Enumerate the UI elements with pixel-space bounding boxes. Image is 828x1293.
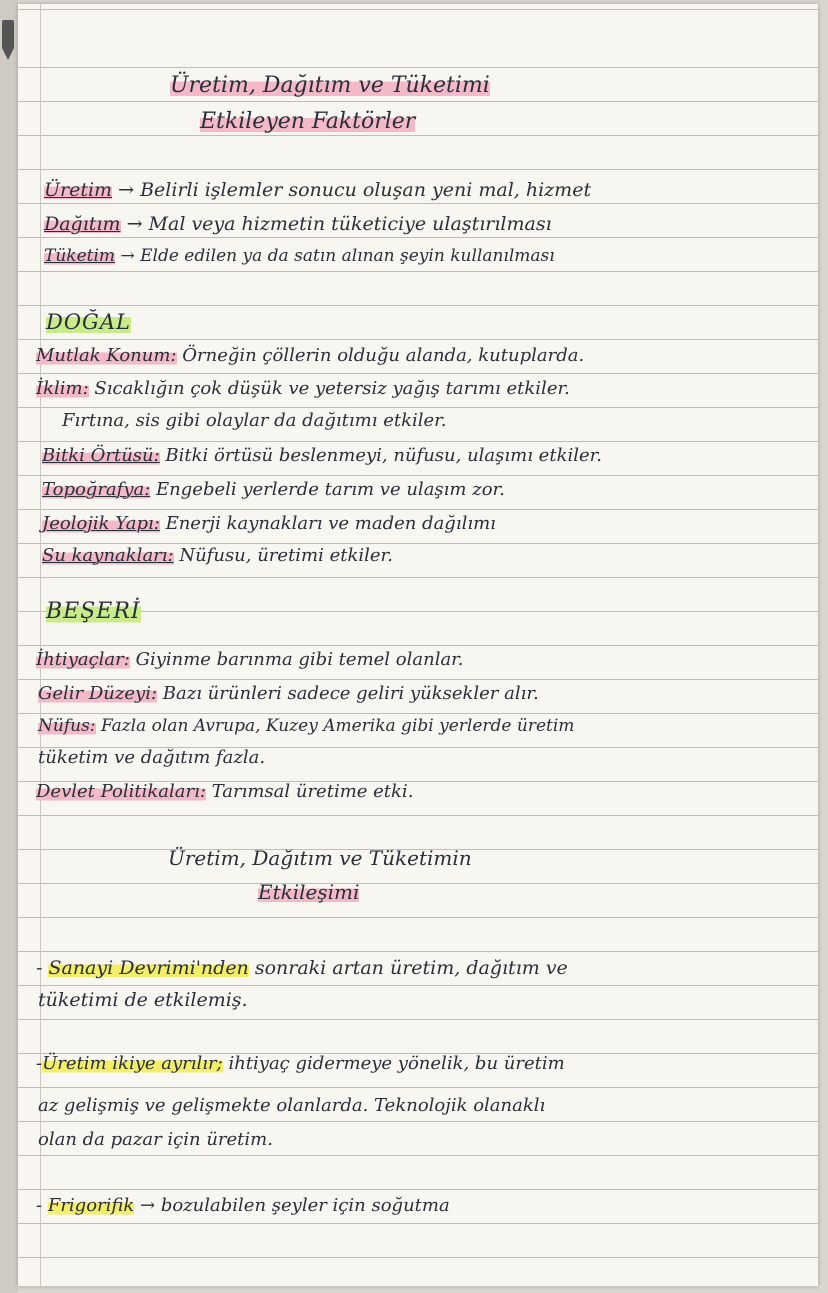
note-text: tüketimi de etkilemiş. (38, 989, 248, 1011)
dogal-item (36, 344, 584, 368)
definition-term: Dağıtım (44, 213, 121, 235)
beseri-heading (46, 600, 141, 624)
definition-row (44, 178, 591, 202)
item-label: Topoğrafya: (42, 479, 151, 500)
dogal-heading (46, 310, 131, 334)
item-text: Örneğin çöllerin olduğu alanda, kutuplarda. (182, 345, 585, 366)
dogal-item (42, 512, 496, 536)
arrow-icon: → (118, 179, 135, 201)
item-label: Jeolojik Yapı: (42, 513, 160, 534)
item-text: Bitki örtüsü beslenmeyi, nüfusu, ulaşımı etkiler. (165, 445, 602, 466)
item-text: Bazı ürünleri sadece geliri yüksekler alır. (162, 683, 539, 704)
beseri-item (38, 714, 574, 738)
notebook-page (18, 4, 818, 1286)
item-text: Nüfusu, üretimi etkiler. (179, 545, 393, 566)
item-text: Fırtına, sis gibi olaylar da dağıtımı etkiler. (62, 410, 447, 431)
title-line-2 (200, 110, 415, 134)
dogal-heading-text: DOĞAL (46, 310, 131, 334)
arrow-icon: → (120, 246, 135, 266)
item-label: İklim: (36, 378, 89, 399)
dogal-item (62, 409, 447, 433)
item-text: Tarımsal üretime etki. (211, 781, 414, 802)
beseri-item (36, 780, 413, 804)
title-text-1: Üretim, Dağıtım ve Tüketimi (170, 73, 490, 98)
note-text: az gelişmiş ve gelişmekte olanlarda. Teknolojik olanaklı (38, 1095, 546, 1116)
dogal-item (42, 478, 505, 502)
item-label: Mutlak Konum: (36, 345, 177, 366)
beseri-item (38, 682, 539, 706)
note-text: ihtiyaç gidermeye yönelik, bu üretim (222, 1053, 565, 1074)
title-line-1 (170, 74, 490, 98)
note-highlight: Üretim ikiye ayrılır; (42, 1053, 223, 1074)
section2-title-text-1: Üretim, Dağıtım ve Tüketimin (168, 846, 472, 870)
note-highlight: Sanayi Devrimi'nden (48, 957, 249, 979)
note-text: → bozulabilen şeyler için soğutma (134, 1195, 450, 1216)
item-text: tüketim ve dağıtım fazla. (38, 747, 266, 768)
beseri-item (38, 746, 265, 770)
note-line (38, 988, 248, 1012)
dogal-item (42, 444, 602, 468)
item-text: Engebeli yerlerde tarım ve ulaşım zor. (156, 479, 505, 500)
item-label: Bitki Örtüsü: (42, 445, 160, 466)
note-highlight: Frigorifik (47, 1195, 135, 1216)
note-bullet: - (36, 1195, 43, 1216)
definition-text: Belirli işlemler sonucu oluşan yeni mal, hizmet (140, 179, 592, 201)
definition-text: Elde edilen ya da satın alınan şeyin kullanılması (140, 246, 555, 266)
note-text: olan da pazar için üretim. (38, 1129, 273, 1150)
beseri-heading-text: BEŞERİ (46, 599, 141, 624)
note-bullet: - (36, 1053, 43, 1074)
note-line (36, 1052, 565, 1076)
note-line (36, 1194, 450, 1218)
definition-term: Tüketim (44, 246, 116, 266)
item-text: Sıcaklığın çok düşük ve yetersiz yağış tarımı etkiler. (94, 378, 570, 399)
definition-term: Üretim (44, 179, 113, 201)
definition-row (44, 244, 555, 268)
dogal-item (36, 377, 570, 401)
item-text: Enerji kaynakları ve maden dağılımı (165, 513, 496, 534)
section2-title-line-1 (168, 846, 472, 870)
note-line (36, 956, 568, 980)
section2-title-text-2: Etkileşimi (258, 880, 360, 904)
note-bullet: - (36, 957, 43, 979)
definition-row (44, 212, 552, 236)
item-text: Fazla olan Avrupa, Kuzey Amerika gibi yerlerde üretim (100, 716, 575, 736)
notebook-binding (0, 0, 18, 1293)
note-line (38, 1094, 545, 1118)
definition-text: Mal veya hizmetin tüketiciye ulaştırılması (148, 213, 552, 235)
arrow-icon: → (126, 213, 143, 235)
item-label: Gelir Düzeyi: (38, 683, 158, 704)
title-text-2: Etkileyen Faktörler (200, 109, 416, 134)
note-text: sonraki artan üretim, dağıtım ve (248, 957, 568, 979)
item-label: Devlet Politikaları: (36, 781, 206, 802)
item-text: Giyinme barınma gibi temel olanlar. (135, 649, 464, 670)
section2-title-line-2 (258, 880, 359, 904)
dogal-item (42, 544, 393, 568)
item-label: İhtiyaçlar: (36, 649, 130, 670)
item-label: Su kaynakları: (42, 545, 174, 566)
beseri-item (36, 648, 464, 672)
item-label: Nüfus: (38, 716, 96, 736)
note-line (38, 1128, 273, 1152)
